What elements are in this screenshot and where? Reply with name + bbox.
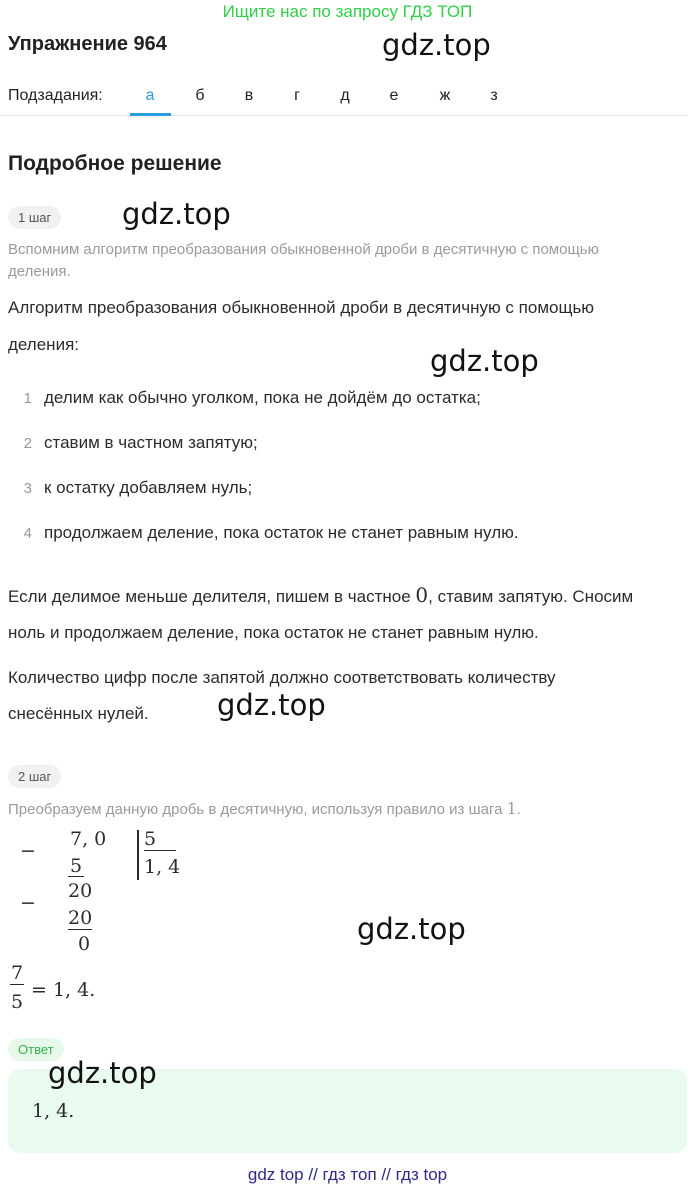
tab-g[interactable]: г	[294, 87, 300, 104]
remainder-2: 0	[78, 933, 91, 955]
step-1-paragraph-2-line1: Количество цифр после запятой должно соответствовать количеству	[8, 668, 556, 687]
list-item: делим как обычно уголком, пока не дойдём до остатка;	[44, 388, 481, 407]
fraction-numerator: 7	[10, 962, 24, 984]
tab-d[interactable]: д	[340, 87, 350, 104]
list-item-number: 4	[23, 525, 32, 542]
list-item-number: 2	[23, 435, 32, 452]
footer-links	[0, 1165, 695, 1185]
step-1-hint-line2: деления.	[8, 263, 71, 280]
remainder-1: 20	[68, 880, 93, 902]
footer-separator: //	[303, 1165, 323, 1184]
active-tab-indicator	[130, 113, 171, 116]
footer-separator: //	[376, 1165, 396, 1184]
subtasks-label: Подзадания:	[8, 87, 103, 104]
list-item-number: 3	[23, 480, 32, 497]
answer-value: 1, 4.	[32, 1100, 75, 1122]
step-1-paragraph-2-line2: снесённых нулей.	[8, 704, 149, 723]
step-1-hint-line1: Вспомним алгоритм преобразования обыкновенной дроби в десятичную с помощью	[8, 241, 599, 258]
watermark: gdz.top	[122, 197, 231, 231]
watermark: gdz.top	[48, 1056, 157, 1090]
division-minus-2: −	[20, 892, 36, 914]
divisor: 5	[144, 828, 176, 851]
tab-a[interactable]: а	[145, 87, 155, 104]
step-1-badge: 1 шаг	[8, 206, 61, 229]
solution-title: Подробное решение	[8, 152, 222, 175]
watermark: gdz.top	[430, 344, 539, 378]
footer-link-1[interactable]: gdz top	[247, 1165, 304, 1184]
step-1-text-line2: деления:	[8, 335, 79, 354]
division-minus-1: −	[20, 840, 36, 862]
division-vertical-bar	[137, 830, 139, 880]
list-item: ставим в частном запятую;	[44, 433, 258, 452]
answer-badge: Ответ	[8, 1038, 64, 1061]
fraction-denominator: 5	[10, 991, 24, 1013]
step-1-paragraph-1-line1: Если делимое меньше делителя, пишем в частное 0, ставим запятую. Сносим	[8, 583, 634, 607]
page-title: Упражнение 964	[8, 33, 167, 55]
tab-b[interactable]: б	[195, 87, 205, 104]
step-2-badge: 2 шаг	[8, 765, 61, 788]
tab-zh[interactable]: ж	[439, 87, 451, 104]
math-zero: 0	[415, 583, 429, 607]
list-item-number: 1	[23, 390, 32, 407]
watermark: gdz.top	[357, 912, 466, 946]
subtrahend-2: 20	[68, 907, 93, 929]
step-1-text-line1: Алгоритм преобразования обыкновенной дроби в десятичную с помощью	[8, 298, 595, 317]
dividend: 7, 0	[70, 828, 107, 850]
list-item: к остатку добавляем нуль;	[44, 478, 253, 497]
tab-z[interactable]: з	[490, 87, 498, 104]
watermark: gdz.top	[217, 688, 326, 722]
fraction-result: = 1, 4.	[31, 979, 96, 1001]
watermark: gdz.top	[382, 28, 491, 62]
tabs-divider	[0, 115, 687, 116]
subtrahend-1: 5	[70, 855, 83, 877]
quotient: 1, 4	[144, 856, 181, 878]
step-1-paragraph-1-line2: ноль и продолжаем деление, пока остаток не станет равным нулю.	[8, 623, 539, 642]
tab-e[interactable]: е	[389, 87, 399, 104]
tab-v[interactable]: в	[244, 87, 254, 104]
step-2-hint: Преобразуем данную дробь в десятичную, используя правило из шага 1.	[8, 799, 521, 818]
footer-link-3[interactable]: гдз top	[395, 1165, 448, 1184]
promo-banner[interactable]: Ищите нас по запросу ГДЗ ТОП	[222, 2, 473, 21]
footer-link-2[interactable]: гдз топ	[322, 1165, 377, 1184]
list-item: продолжаем деление, пока остаток не станет равным нулю.	[44, 523, 519, 542]
